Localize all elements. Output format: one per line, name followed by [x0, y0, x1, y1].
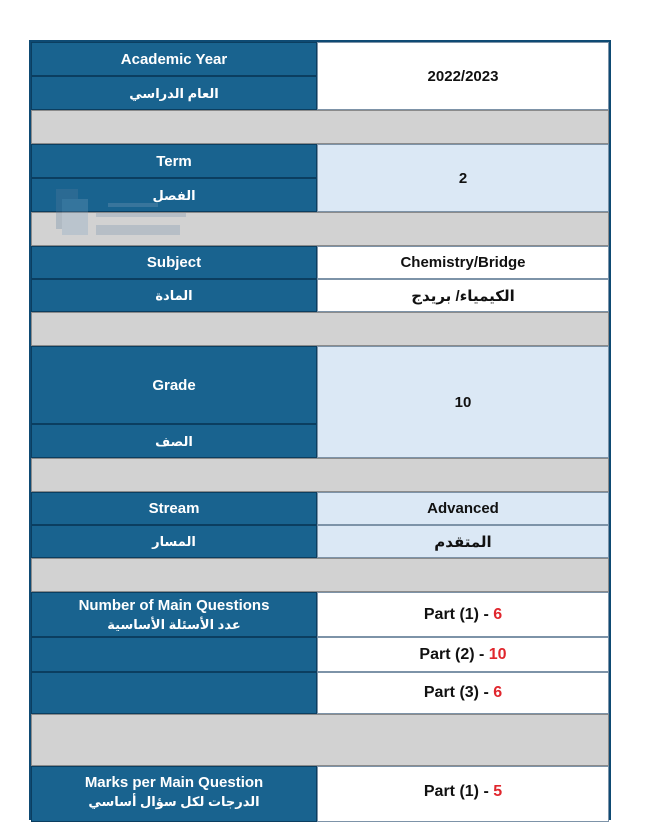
- questions-part-1: [317, 592, 609, 637]
- main-questions-label-en: Number of Main Questions: [78, 596, 270, 614]
- subject-value-ar: الكيمياء/ بريدج: [317, 279, 609, 312]
- term-label: Term: [31, 144, 317, 178]
- part-count: 10: [488, 645, 507, 663]
- separator-row: [31, 110, 609, 144]
- separator-row: [31, 312, 609, 346]
- main-questions-label-cell: [31, 672, 317, 714]
- part-label: Part (2) -: [419, 645, 489, 663]
- academic-year-label: Academic Year: [31, 42, 317, 76]
- subject-value: Chemistry/Bridge: [317, 246, 609, 279]
- part-label: Part (1) -: [423, 605, 494, 623]
- grade-label-ar: الصف: [31, 424, 317, 458]
- main-questions-label-ar: عدد الأسئلة الأساسية: [107, 616, 241, 632]
- marks-label-en: Marks per Main Question: [84, 774, 264, 791]
- questions-part-2: [317, 637, 609, 672]
- stream-label-ar: المسار: [31, 525, 317, 558]
- exam-info-table: [29, 40, 611, 820]
- separator-row: [31, 714, 609, 766]
- subject-label-ar: المادة: [31, 279, 317, 312]
- marks-label-ar: الدرجات لكل سؤال أساسي: [88, 794, 260, 809]
- subject-label: Subject: [31, 246, 317, 279]
- separator-row: [31, 458, 609, 492]
- part-label: Part (1) -: [423, 783, 494, 800]
- school-logo-watermark-icon: [52, 185, 192, 245]
- academic-year-label-ar: العام الدراسي: [31, 76, 317, 110]
- stream-value-ar: المتقدم: [317, 525, 609, 558]
- stream-value: Advanced: [317, 492, 609, 525]
- grade-value: 10: [317, 346, 609, 458]
- marks-part-1: [317, 766, 609, 822]
- grade-label: Grade: [31, 346, 317, 424]
- term-label-ar: الفصل: [31, 178, 317, 212]
- separator-row: [31, 558, 609, 592]
- questions-part-3: [317, 672, 609, 714]
- stream-label: Stream: [31, 492, 317, 525]
- term-value: 2: [317, 144, 609, 212]
- part-count: 5: [493, 783, 503, 800]
- marks-per-question-label: [31, 766, 317, 822]
- main-questions-label-cell: [31, 637, 317, 672]
- part-label: Part (3) -: [423, 684, 494, 701]
- main-questions-label: [31, 592, 317, 637]
- part-count: 6: [493, 605, 503, 623]
- academic-year-value: 2022/2023: [317, 42, 609, 110]
- part-count: 6: [493, 684, 503, 701]
